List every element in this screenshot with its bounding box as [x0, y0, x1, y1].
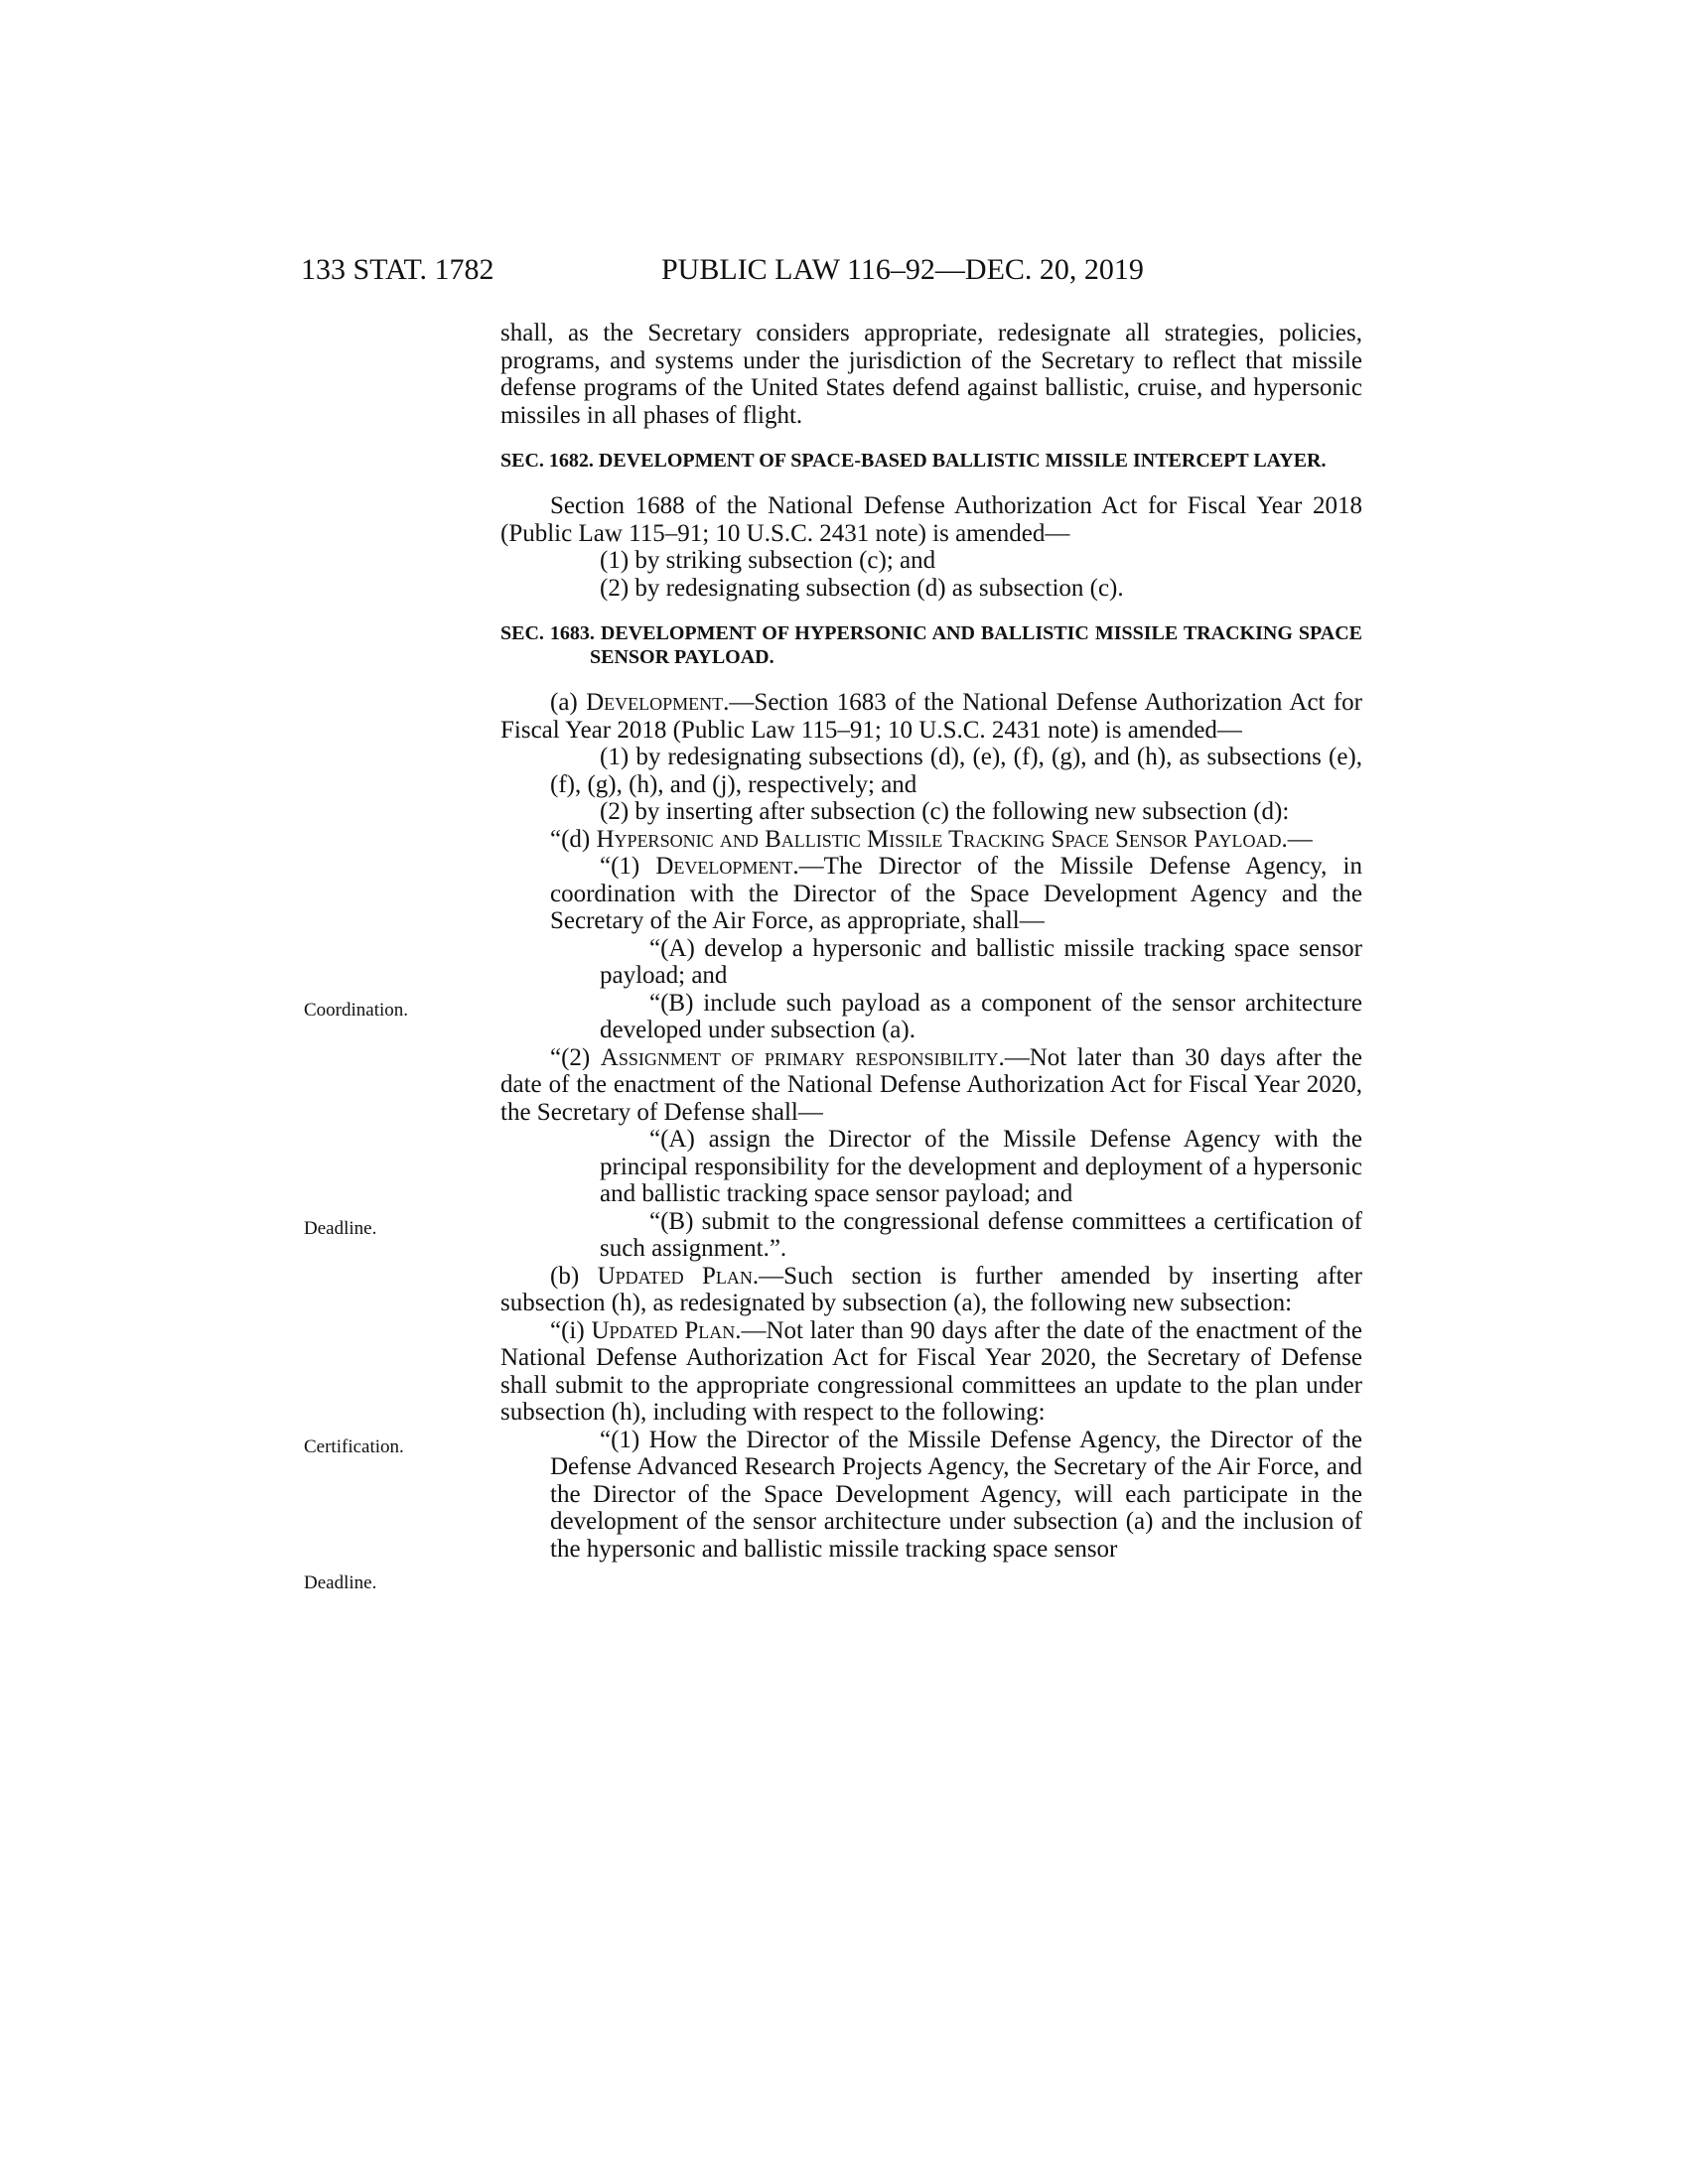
subsection-label: (b) [550, 1262, 598, 1290]
paragraph-d1 [500, 853, 1362, 935]
list-item: (1) by striking subsection (c); and [600, 547, 936, 574]
section-heading-1683: SEC. 1683. DEVELOPMENT OF HYPERSONIC AND BALLISTIC MISSILE TRACKING SPACE SENSOR PAYLOAD. [500, 622, 1362, 668]
paragraph: Section 1688 of the National Defense Authorization Act for Fiscal Year 2018 (Public Law 115–91; 10 U.S.C. 2431 note) is amended— [500, 492, 1362, 547]
margin-note-deadline: Deadline. [304, 1572, 377, 1593]
subsection-label: (a) [550, 689, 587, 716]
subsection-label: “(d) [550, 825, 597, 853]
subsection-a [500, 689, 1362, 744]
subsection-caption: Updated Plan. [591, 1316, 742, 1344]
subsection-dash: — [1287, 825, 1313, 853]
list-item: “(A) develop a hypersonic and ballistic missile tracking space sensor payload; and [600, 934, 1362, 989]
quoted-subsection-d [500, 826, 1362, 854]
running-header: PUBLIC LAW 116–92—DEC. 20, 2019 [661, 253, 1144, 286]
subsection-text: —Such section is further amended by inserting after subsection (h), as redesignated by subsection (a), the following new subsection: [500, 1262, 1362, 1316]
list-item: “(B) include such payload as a component of the sensor architecture developed under subsection (a). [600, 989, 1362, 1043]
subsection-caption: Hypersonic and Ballistic Missile Tracking Space Sensor Payload. [596, 825, 1288, 853]
quoted-subsection-i [500, 1317, 1362, 1427]
paragraph-label: “(1) [600, 853, 656, 880]
list-item: (2) by redesignating subsection (d) as subsection (c). [600, 574, 1124, 602]
paragraph-caption: Assignment of primary responsibility. [600, 1043, 1005, 1071]
subsection-caption: Updated Plan. [597, 1262, 760, 1290]
subsection-b [500, 1263, 1362, 1317]
subsection-text: —Not later than 90 days after the date of the enactment of the National Defense Authorization Act for Fiscal Year 2020, the Secretary of Defense shall submit to the appropriate congressional committees an update to the plan under subsection (h), including with respect to the following: [500, 1316, 1362, 1426]
subsection-caption: Development. [586, 689, 730, 716]
subsection-label: “(i) [550, 1316, 592, 1344]
body-text [500, 320, 1362, 1563]
margin-note-certification: Certification. [304, 1436, 404, 1457]
paragraph-caption: Development. [655, 853, 799, 880]
list-item: “(A) assign the Director of the Missile Defense Agency with the principal responsibility for the development and deployment of a hypersonic and ballistic tracking space sensor payload; and [600, 1126, 1362, 1207]
paragraph: shall, as the Secretary considers appropriate, redesignate all strategies, policies, programs, and systems under the jurisdiction of the Secretary to reflect that missile defense programs of the United States defend against ballistic, cruise, and hypersonic missiles in all phases of flight. [500, 320, 1362, 429]
list-item: “(B) submit to the congressional defense committees a certification of such assignment.”. [600, 1207, 1362, 1262]
paragraph-text: —The Director of the Missile Defense Agency, in coordination with the Director of the Space Development Agency and the Secretary of the Air Force, as appropriate, shall— [550, 853, 1362, 934]
margin-note-coordination: Coordination. [304, 1000, 409, 1021]
margin-note-deadline: Deadline. [304, 1218, 377, 1239]
section-heading-1682: SEC. 1682. DEVELOPMENT OF SPACE-BASED BALLISTIC MISSILE INTERCEPT LAYER. [500, 450, 1327, 472]
list-item: “(1) How the Director of the Missile Defense Agency, the Director of the Defense Advanced Research Projects Agency, the Secretary of the Air Force, and the Director of the Space Development Agency, will each participate in the development of the sensor architecture under subsection (a) and the inclusion of the hypersonic and ballistic missile tracking space sensor [550, 1426, 1362, 1563]
list-item: (2) by inserting after subsection (c) the following new subsection (d): [600, 798, 1290, 825]
subsection-text: —Section 1683 of the National Defense Authorization Act for Fiscal Year 2018 (Public Law 115–91; 10 U.S.C. 2431 note) is amended— [500, 689, 1363, 744]
statute-page-number: 133 STAT. 1782 [301, 253, 494, 286]
paragraph-label: “(2) [550, 1043, 601, 1071]
paragraph-text: —Not later than 30 days after the date of the enactment of the National Defense Authorization Act for Fiscal Year 2020, the Secretary of Defense shall— [500, 1043, 1363, 1126]
list-item: (1) by redesignating subsections (d), (e), (f), (g), and (h), as subsections (e), (f), (g), (h), and (j), respectively; and [550, 744, 1362, 798]
paragraph-d2 [500, 1044, 1362, 1127]
